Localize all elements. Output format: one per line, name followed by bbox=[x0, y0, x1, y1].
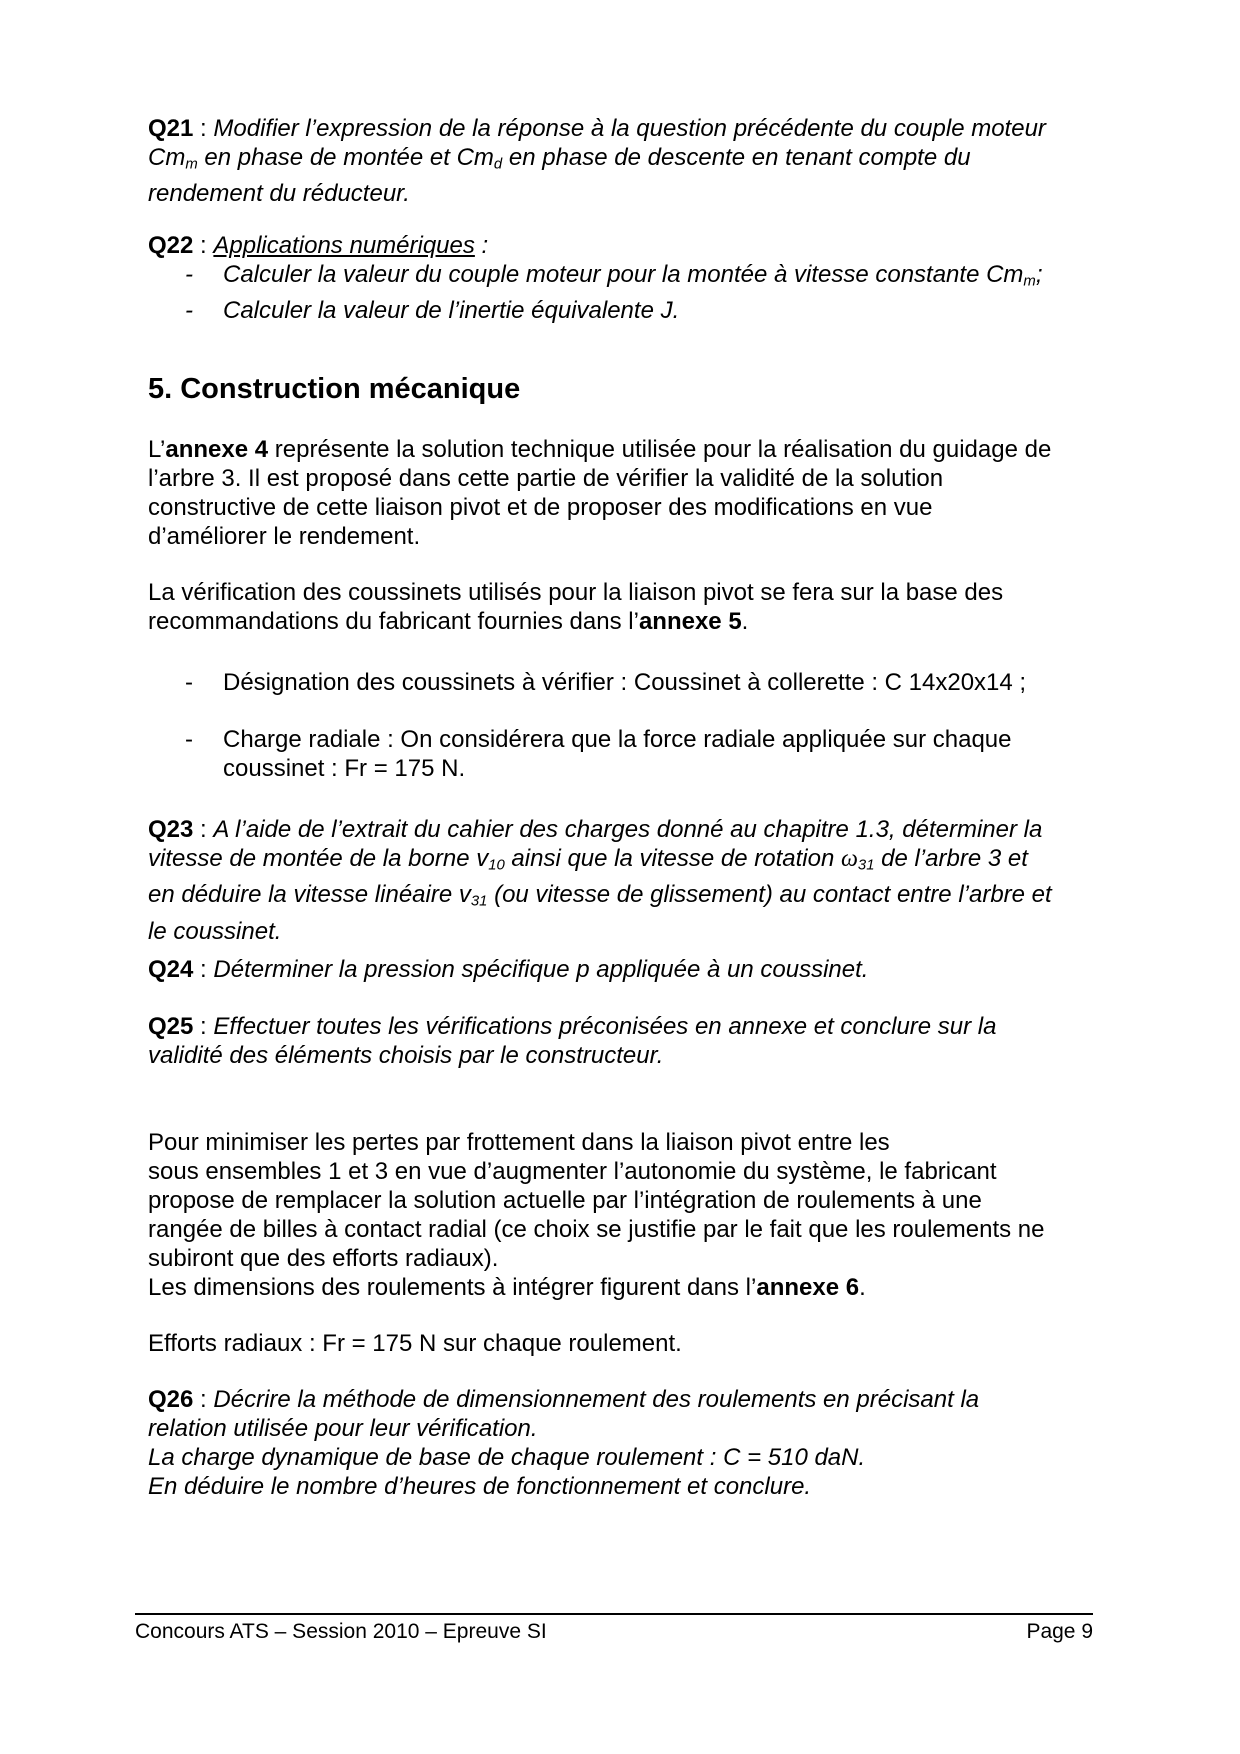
page-footer bbox=[135, 1619, 1093, 1645]
p1-line4: d’améliorer le rendement. bbox=[148, 523, 421, 550]
q21-line3: rendement du réducteur. bbox=[148, 180, 410, 208]
q25-label: Q25 bbox=[148, 1013, 194, 1040]
bullet-dash: - bbox=[185, 261, 193, 288]
question-q24 bbox=[148, 955, 1108, 984]
q26-line2: relation utilisée pour leur vérification. bbox=[148, 1415, 538, 1442]
bullet-charge-line1: Charge radiale : On considérera que la force radiale appliquée sur chaque bbox=[223, 726, 1012, 753]
bullet-designation bbox=[148, 668, 1108, 697]
q23-subscript-31a: 31 bbox=[857, 857, 875, 874]
p1-line1-rest: représente la solution technique utilisée pour la réalisation du guidage de bbox=[268, 436, 1052, 463]
q24-text: Déterminer la pression spécifique p appliquée à un coussinet. bbox=[213, 956, 869, 983]
q23-separator: : bbox=[193, 816, 214, 843]
footer-page-number: Page 9 bbox=[1026, 1620, 1093, 1643]
q22-bullet-2 bbox=[148, 296, 1108, 325]
p3-line6-pre: Les dimensions des roulements à intégrer figurent dans l’ bbox=[148, 1274, 757, 1301]
q25-line2: validité des éléments choisis par le constructeur. bbox=[148, 1042, 664, 1069]
p3-line1: Pour minimiser les pertes par frottement dans la liaison pivot entre les bbox=[148, 1129, 890, 1156]
bullet-dash: - bbox=[185, 726, 193, 753]
bullet-charge-text bbox=[223, 725, 1108, 783]
q21-label: Q21 bbox=[148, 115, 194, 142]
q22-bullet-1 bbox=[148, 260, 1108, 296]
q23-line1: A l’aide de l’extrait du cahier des charges donné au chapitre 1.3, déterminer la bbox=[213, 816, 1043, 843]
q23-line2-end: de l’arbre 3 et bbox=[874, 845, 1028, 872]
q24-separator: : bbox=[193, 956, 214, 983]
bullet-charge-radiale bbox=[148, 725, 1108, 783]
p1-line3: constructive de cette liaison pivot et de proposer des modifications en vue bbox=[148, 494, 933, 521]
q25-separator: : bbox=[193, 1013, 214, 1040]
q22-item1-end: ; bbox=[1035, 261, 1043, 288]
p3-annexe6-bold: annexe 6 bbox=[756, 1274, 860, 1301]
p1-pre: L’ bbox=[148, 436, 166, 463]
q22-bullet-1-text bbox=[223, 260, 1108, 296]
q22-item1-subscript: m bbox=[1023, 273, 1036, 290]
p2-line1: La vérification des coussinets utilisés pour la liaison pivot se fera sur la base des bbox=[148, 579, 1004, 606]
question-q23 bbox=[148, 815, 1108, 946]
p2-line2-pre: recommandations du fabricant fournies dans l’ bbox=[148, 608, 639, 635]
q22-label: Q22 bbox=[148, 232, 194, 259]
bullet-dash: - bbox=[185, 669, 193, 696]
q26-line3: La charge dynamique de base de chaque roulement : C = 510 daN. bbox=[148, 1444, 866, 1471]
q22-separator: : bbox=[193, 232, 214, 259]
bullet-designation-text: Désignation des coussinets à vérifier : Coussinet à collerette : C 14x20x14 ; bbox=[223, 669, 1027, 696]
paragraph-efforts: Efforts radiaux : Fr = 175 N sur chaque roulement. bbox=[148, 1330, 682, 1357]
q23-subscript-10: 10 bbox=[488, 857, 505, 874]
q21-line2-mid: en phase de montée et Cm bbox=[197, 144, 494, 171]
q21-subscript-d: d bbox=[493, 156, 503, 173]
q22-item1-pre: Calculer la valeur du couple moteur pour la montée à vitesse constante Cm bbox=[223, 261, 1024, 288]
q26-line1: Décrire la méthode de dimensionnement des roulements en précisant la bbox=[213, 1386, 980, 1413]
q26-line4: En déduire le nombre d’heures de fonctionnement et conclure. bbox=[148, 1473, 812, 1500]
footer-left-text: Concours ATS – Session 2010 – Epreuve SI bbox=[135, 1620, 547, 1643]
q24-label: Q24 bbox=[148, 956, 194, 983]
question-q21 bbox=[148, 114, 1108, 208]
bullet-dash: - bbox=[185, 297, 193, 325]
p3-line5: subiront que des efforts radiaux). bbox=[148, 1245, 499, 1272]
q23-subscript-31b: 31 bbox=[470, 893, 488, 910]
question-q26 bbox=[148, 1385, 1108, 1501]
q26-label: Q26 bbox=[148, 1386, 194, 1413]
q21-line2-end: en phase de descente en tenant compte du bbox=[502, 144, 971, 171]
p3-line3: propose de remplacer la solution actuelle par l’intégration de roulements à une bbox=[148, 1187, 982, 1214]
p2-end: . bbox=[741, 608, 749, 635]
question-q22 bbox=[148, 231, 1108, 325]
q23-line2-mid: ainsi que la vitesse de rotation bbox=[504, 845, 841, 872]
q23-line2-pre: vitesse de montée de la borne v bbox=[148, 845, 489, 872]
p2-annexe5-bold: annexe 5 bbox=[638, 608, 742, 635]
q23-line3-end: (ou vitesse de glissement) au contact entre l’arbre et bbox=[487, 881, 1052, 909]
q21-separator: : bbox=[193, 115, 214, 142]
footer-divider bbox=[135, 1613, 1093, 1615]
q25-line1: Effectuer toutes les vérifications préconisées en annexe et conclure sur la bbox=[213, 1013, 997, 1040]
q22-title: Applications numériques bbox=[213, 232, 475, 259]
q21-subscript-m: m bbox=[185, 156, 198, 173]
bullet-charge-line2: coussinet : Fr = 175 N. bbox=[223, 755, 466, 782]
section-heading: 5. Construction mécanique bbox=[148, 373, 521, 405]
p1-annexe4-bold: annexe 4 bbox=[165, 436, 269, 463]
omega-symbol: ω bbox=[840, 846, 858, 872]
q21-line2-pre: Cm bbox=[148, 144, 186, 171]
question-q25 bbox=[148, 1012, 1108, 1070]
p1-line2: l’arbre 3. Il est proposé dans cette partie de vérifier la validité de la solution bbox=[148, 465, 944, 492]
paragraph-roulements bbox=[148, 1128, 1108, 1302]
p3-line4: rangée de billes à contact radial (ce choix se justifie par le fait que les roulements ne bbox=[148, 1216, 1045, 1243]
q22-title-colon: : bbox=[474, 232, 489, 259]
q22-bullet-2-text: Calculer la valeur de l’inertie équivalente J. bbox=[223, 297, 680, 325]
q23-line3-pre: en déduire la vitesse linéaire v bbox=[148, 881, 471, 909]
q21-line1: Modifier l’expression de la réponse à la question précédente du couple moteur bbox=[213, 115, 1046, 142]
q22-head bbox=[148, 231, 1108, 260]
q26-separator: : bbox=[193, 1386, 214, 1413]
p3-end: . bbox=[859, 1274, 866, 1301]
paragraph-annexe4 bbox=[148, 435, 1108, 551]
p3-line2: sous ensembles 1 et 3 en vue d’augmenter l’autonomie du système, le fabricant bbox=[148, 1158, 997, 1185]
paragraph-verification bbox=[148, 578, 1108, 636]
q23-line4: le coussinet. bbox=[148, 917, 282, 945]
q23-label: Q23 bbox=[148, 816, 194, 843]
